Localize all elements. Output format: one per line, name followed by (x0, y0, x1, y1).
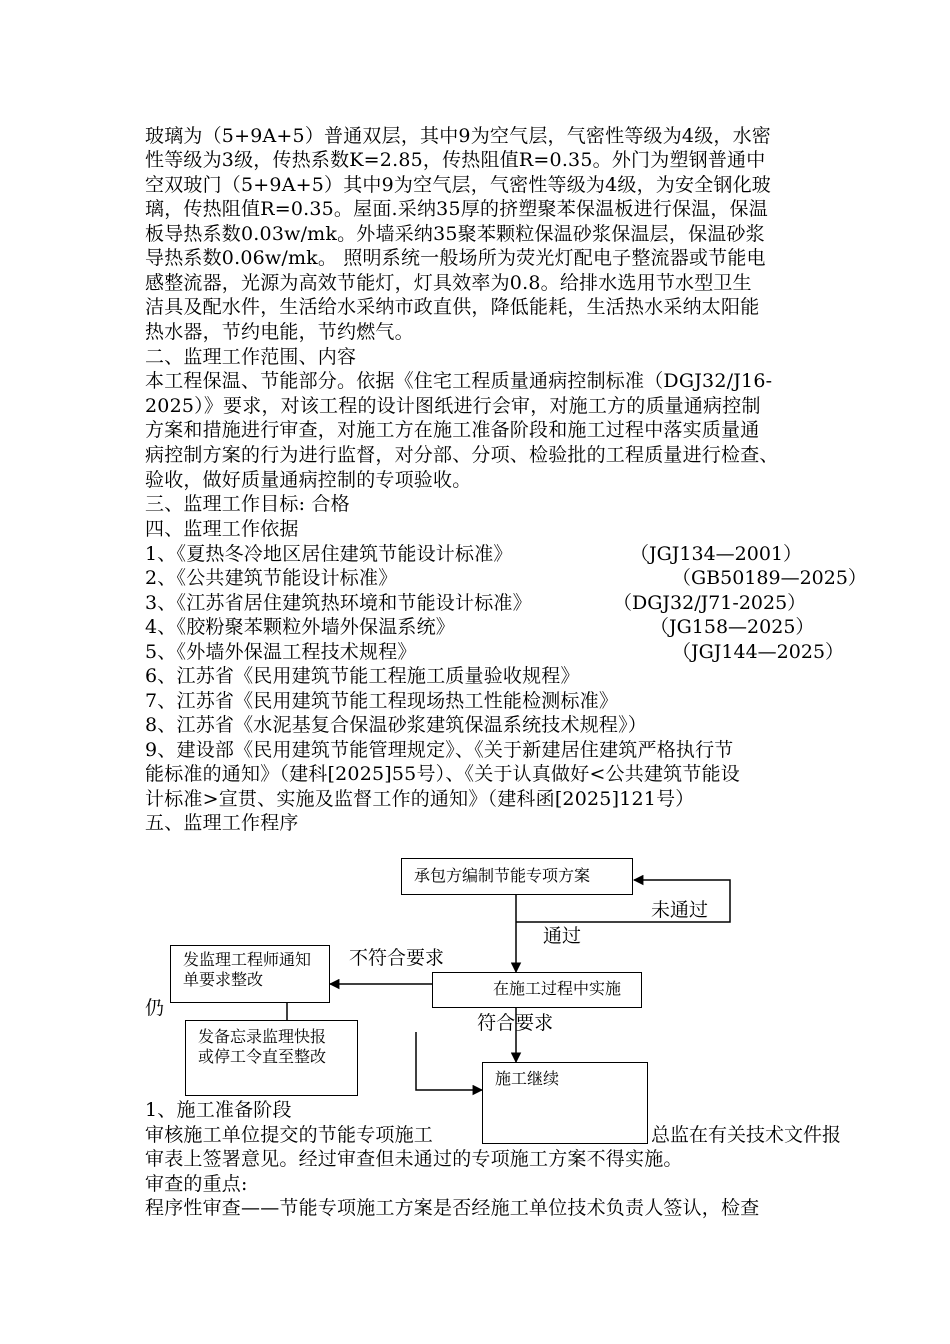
flow-box-notice-line: 单要求整改 (183, 970, 264, 989)
flow-box-plan-label: 承包方编制节能专项方案 (414, 866, 591, 885)
section-heading-goal: 三、监理工作目标: 合格 (145, 493, 350, 515)
text-line: 审查的重点: (145, 1173, 248, 1195)
basis-item-code: （GB50189—2025） (672, 567, 867, 589)
flow-box-memo (185, 1020, 358, 1096)
flow-box-continue (482, 1062, 648, 1144)
text-line: 空双玻门（5+9A+5）其中9为空气层，气密性等级为4级，为安全钢化玻 (145, 174, 772, 196)
text-line: 玻璃为（5+9A+5）普通双层，其中9为空气层，气密性等级为4级，水密 (145, 125, 772, 147)
arrow-memo-to-continue (416, 1032, 482, 1090)
basis-item-9-line: 9、建设部《民用建筑节能管理规定》、《关于新建居住建筑严格执行节 (145, 739, 734, 761)
text-line: 性等级为3级，传热系数K=2.85，传热阻值R=0.35。外门为塑钢普通中 (145, 149, 766, 171)
flow-label-nonconform: 不符合要求 (349, 947, 445, 969)
basis-item-code: （JGJ134—2001） (630, 543, 803, 565)
basis-item-code: （DGJ32/J71-2025） (613, 592, 807, 614)
flow-box-memo-line: 发备忘录监理快报 (198, 1027, 327, 1046)
text-line: 璃，传热阻值R=0.35。屋面.采纳35厚的挤塑聚苯保温板进行保温，保温 (145, 198, 768, 220)
text-line: 程序性审查——节能专项施工方案是否经施工单位技术负责人签认，检查 (145, 1197, 760, 1219)
text-line: 2025）》要求，对该工程的设计图纸进行会审，对施工方的质量通病控制 (145, 395, 761, 417)
flow-label-passed: 通过 (543, 925, 582, 947)
text-line: 本工程保温、节能部分。依据《住宅工程质量通病控制标准（DGJ32/J16- (145, 370, 773, 392)
flow-label-still: 仍 (145, 997, 165, 1019)
section-heading-basis: 四、监理工作依据 (145, 518, 299, 540)
stage-heading-preparation: 1、施工准备阶段 (145, 1099, 292, 1121)
flow-box-continue-label: 施工继续 (495, 1069, 560, 1088)
basis-item: 7、江苏省《民用建筑节能工程现场热工性能检测标准》 (145, 690, 619, 712)
flow-label-conform-clipped (453, 1002, 554, 1034)
flow-box-implement-label: 在施工过程中实施 (493, 979, 622, 998)
text-line-right: 总监在有关技术文件报 (651, 1124, 842, 1146)
section-heading-scope: 二、监理工作范围、内容 (145, 346, 357, 368)
text-line: 审表上签署意见。经过审查但未通过的专项施工方案不得实施。 (145, 1148, 683, 1170)
flow-label-not-passed: 未通过 (651, 899, 709, 921)
basis-item: 4、《胶粉聚苯颗粒外墙外保温系统》 (145, 616, 455, 638)
basis-item: 6、江苏省《民用建筑节能工程施工质量验收规程》 (145, 665, 580, 687)
text-line: 审核施工单位提交的节能专项施工 (145, 1124, 434, 1146)
text-line: 验收，做好质量通病控制的专项验收。 (145, 469, 472, 491)
basis-item: 5、《外墙外保温工程技术规程》 (145, 641, 417, 663)
flow-box-plan (401, 858, 633, 895)
section-heading-procedure: 五、监理工作程序 (145, 812, 299, 834)
basis-item-9-line: 能标准的通知》（建科[2025]55号）、《关于认真做好<公共建筑节能设 (145, 763, 740, 785)
text-line: 热水器，节约电能，节约燃气。 (145, 321, 414, 343)
flow-box-memo-line: 或停工令直至整改 (198, 1047, 327, 1066)
text-line: 病控制方案的行为进行监督，对分部、分项、检验批的工程质量进行检查、 (145, 444, 779, 466)
basis-item: 8、江苏省《水泥基复合保温砂浆建筑保温系统技术规程》） (145, 714, 647, 736)
text-line: 洁具及配水件，生活给水采纳市政直供，降低能耗，生活热水采纳太阳能 (145, 296, 760, 318)
basis-item-code: （JGJ144—2025） (672, 641, 845, 663)
basis-item: 3、《江苏省居住建筑热环境和节能设计标准》 (145, 592, 532, 614)
flow-box-notice-line: 发监理工程师通知 (183, 950, 312, 969)
basis-item: 1、《夏热冬冷地区居住建筑节能设计标准》 (145, 543, 513, 565)
text-line: 方案和措施进行审查，对施工方在施工准备阶段和施工过程中落实质量通 (145, 419, 760, 441)
text-line: 感整流器，光源为高效节能灯，灯具效率为0.8。给排水选用节水型卫生 (145, 272, 752, 294)
text-line: 导热系数0.06w/mk。 照明系统一般场所为荧光灯配电子整流器或节能电 (145, 247, 766, 269)
flow-label-conform: 符合要求 (477, 1012, 554, 1034)
basis-item-code: （JG158—2025） (650, 616, 815, 638)
basis-item-9-line: 计标准>宣贯、实施及监督工作的通知》（建科函[2025]121号） (145, 788, 695, 810)
basis-item: 2、《公共建筑节能设计标准》 (145, 567, 398, 589)
flow-box-notice (170, 945, 330, 1003)
text-line: 板导热系数0.03w/mk。外墙采纳35聚苯颗粒保温砂浆保温层，保温砂浆 (145, 223, 765, 245)
